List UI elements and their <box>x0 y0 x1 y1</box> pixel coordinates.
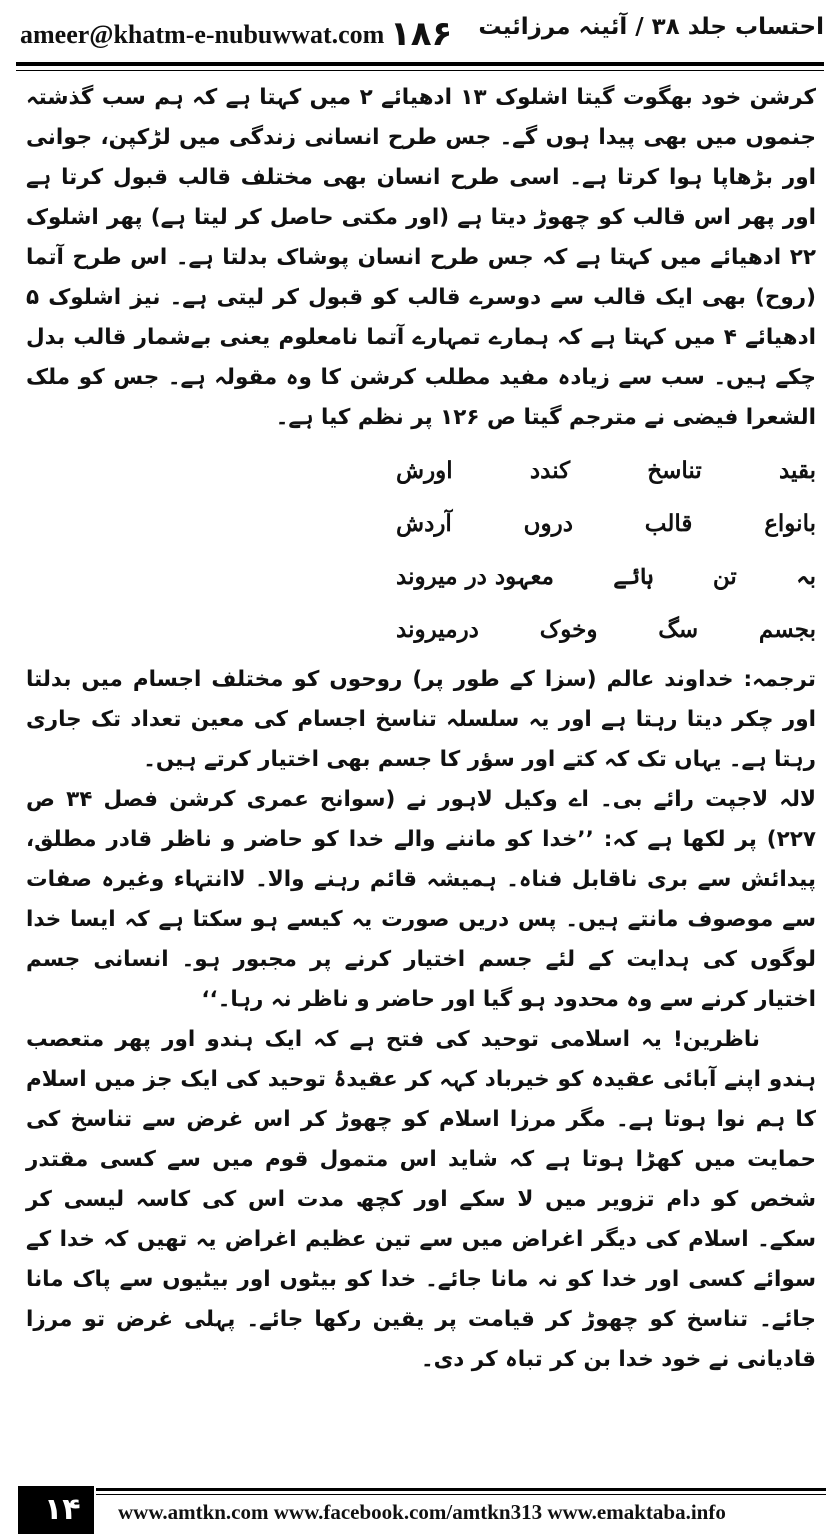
verse-word: درمیروند <box>396 616 479 643</box>
verse-word: اورش <box>396 457 453 484</box>
footer-links: www.amtkn.com www.facebook.com/amtkn313 www.emaktaba.info <box>118 1500 726 1524</box>
footer-page-number: ۱۴ <box>44 1492 81 1527</box>
verse-word: بہ <box>796 563 816 590</box>
header-email: ameer@khatm-e-nubuwwat.com <box>20 20 385 49</box>
verse-line <box>396 497 816 550</box>
verse-word: بجسم <box>758 616 816 643</box>
footer-divider-thick <box>96 1488 826 1491</box>
verse-line <box>396 550 816 603</box>
verse-word: بانواع <box>764 510 816 537</box>
verse-word: سگ <box>658 616 699 643</box>
page-header <box>0 0 840 68</box>
paragraph-krishna-gita: کرشن خود بھگوت گیتا اشلوک ۱۳ ادھیائے ۲ میں کہتا ہے کہ ہم سب گذشتہ جنموں میں بھی پیدا ہوں گے۔ جس طرح انسانی زندگی میں لڑکپن، جوانی اور بڑھاپا ہوا کرتا ہے۔ اسی طرح انسان بھی مختلف قالب قبول کرتا ہے اور پھر اس قالب کو چھوڑ دیتا ہے (اور مکتی حاصل کر لیتا ہے) پھر اشلوک ۲۲ ادھیائے میں کہتا ہے کہ جس طرح انسان پوشاک بدلتا ہے۔ اس طرح آتما (روح) بھی ایک قالب سے دوسرے قالب کو قبول کر لیتی ہے۔ نیز اشلوک ۵ ادھیائے ۴ میں کہتا ہے کہ ہمارے تمہارے آتما نامعلوم یعنی بےشمار قالب بدل چکے ہیں۔ سب سے زیادہ مفید مطلب کرشن کا وہ مقولہ ہے۔ جس کو ملک الشعرا فیضی نے مترجم گیتا ص ۱۲۶ پر نظم کیا ہے۔ <box>26 85 816 430</box>
verse-word: تناسخ <box>647 457 702 484</box>
paragraph-nazireen: ناظرین! یہ اسلامی توحید کی فتح ہے کہ ایک ہندو اور پھر متعصب ہندو اپنے آبائی عقیدہ کو خیرباد کہہ کر عقیدۂ توحید کی ایک جز میں اسلام کا ہم نوا ہوتا ہے۔ مگر مرزا اسلام کو چھوڑ کر اس غرض سے تناسخ کی حمایت میں کھڑا ہوتا ہے کہ شاید اس متمول قوم میں سے کسی مقتدر شخص کو دام تزویر میں لا سکے اور کچھ مدت اس کی کاسہ لیسی کر سکے۔ اسلام کی دیگر اغراض میں سے تین عظیم اغراض یہ تھیں کہ خدا کے سوائے کسی اور خدا کو نہ مانا جائے۔ خدا کو بیٹوں اور بیٹیوں سے پاک مانا جائے۔ تناسخ کو چھوڑ کر قیامت پر یقین رکھا جائے۔ پہلی غرض تو مرزا قادیانی نے خود خدا بن کر تباہ کر دی۔ <box>26 1027 816 1372</box>
footer-page-box <box>18 1486 94 1534</box>
paragraph-lajpat-rai-quote: لالہ لاجپت رائے بی۔ اے وکیل لاہور نے (سوانح عمری کرشن فصل ۳۴ ص ۲۲۷) پر لکھا ہے کہ: ’’خدا کو ماننے والے خدا کو حاضر و ناظر قادر مطلق، پیدائش سے بری ناقابل فناہ۔ ہمیشہ قائم رہنے والا۔ لاانتہاء وغیرہ صفات سے موصوف مانتے ہیں۔ پس دریں صورت یہ کیسے ہو سکتا ہے کہ ایسا خدا لوگوں کی ہدایت کے لئے جسم اختیار کرنے پر مجبور ہو۔ انسانی جسم اختیار کرنے سے وہ محدود ہو گیا اور حاضر و ناظر نہ رہا۔‘‘ <box>26 787 816 1012</box>
verse-word: کندد <box>529 457 571 484</box>
verse-line <box>396 603 816 656</box>
page-footer <box>0 1484 840 1540</box>
page-body <box>26 78 816 1380</box>
verse-word: معہود در میروند <box>396 563 554 590</box>
verse-word: وخوک <box>539 616 598 643</box>
verse-word: بقید <box>778 457 816 484</box>
verse-word: آردش <box>396 510 452 537</box>
header-page-number: ۱۸۶ <box>390 14 453 54</box>
running-title: احتساب جلد ۳۸ / آئینہ مرزائیت <box>478 14 824 40</box>
verse-word: تن <box>712 563 737 590</box>
verse-word: ہائے <box>613 563 654 590</box>
footer-divider-thin <box>96 1494 826 1495</box>
persian-verse <box>396 444 816 656</box>
header-divider-thick <box>16 62 824 66</box>
verse-word: قالب <box>644 510 693 537</box>
header-divider-thin <box>16 70 824 71</box>
paragraph-translation: ترجمہ: خداوند عالم (سزا کے طور پر) روحوں کو مختلف اجسام میں بدلتا اور چکر دیتا رہتا ہے اور یہ سلسلہ تناسخ اجسام کی معین تعداد تک جاری رہتا ہے۔ یہاں تک کہ کتے اور سؤر کا جسم بھی اختیار کرتے ہیں۔ <box>26 667 816 772</box>
verse-word: دروں <box>523 510 573 537</box>
verse-line <box>396 444 816 497</box>
